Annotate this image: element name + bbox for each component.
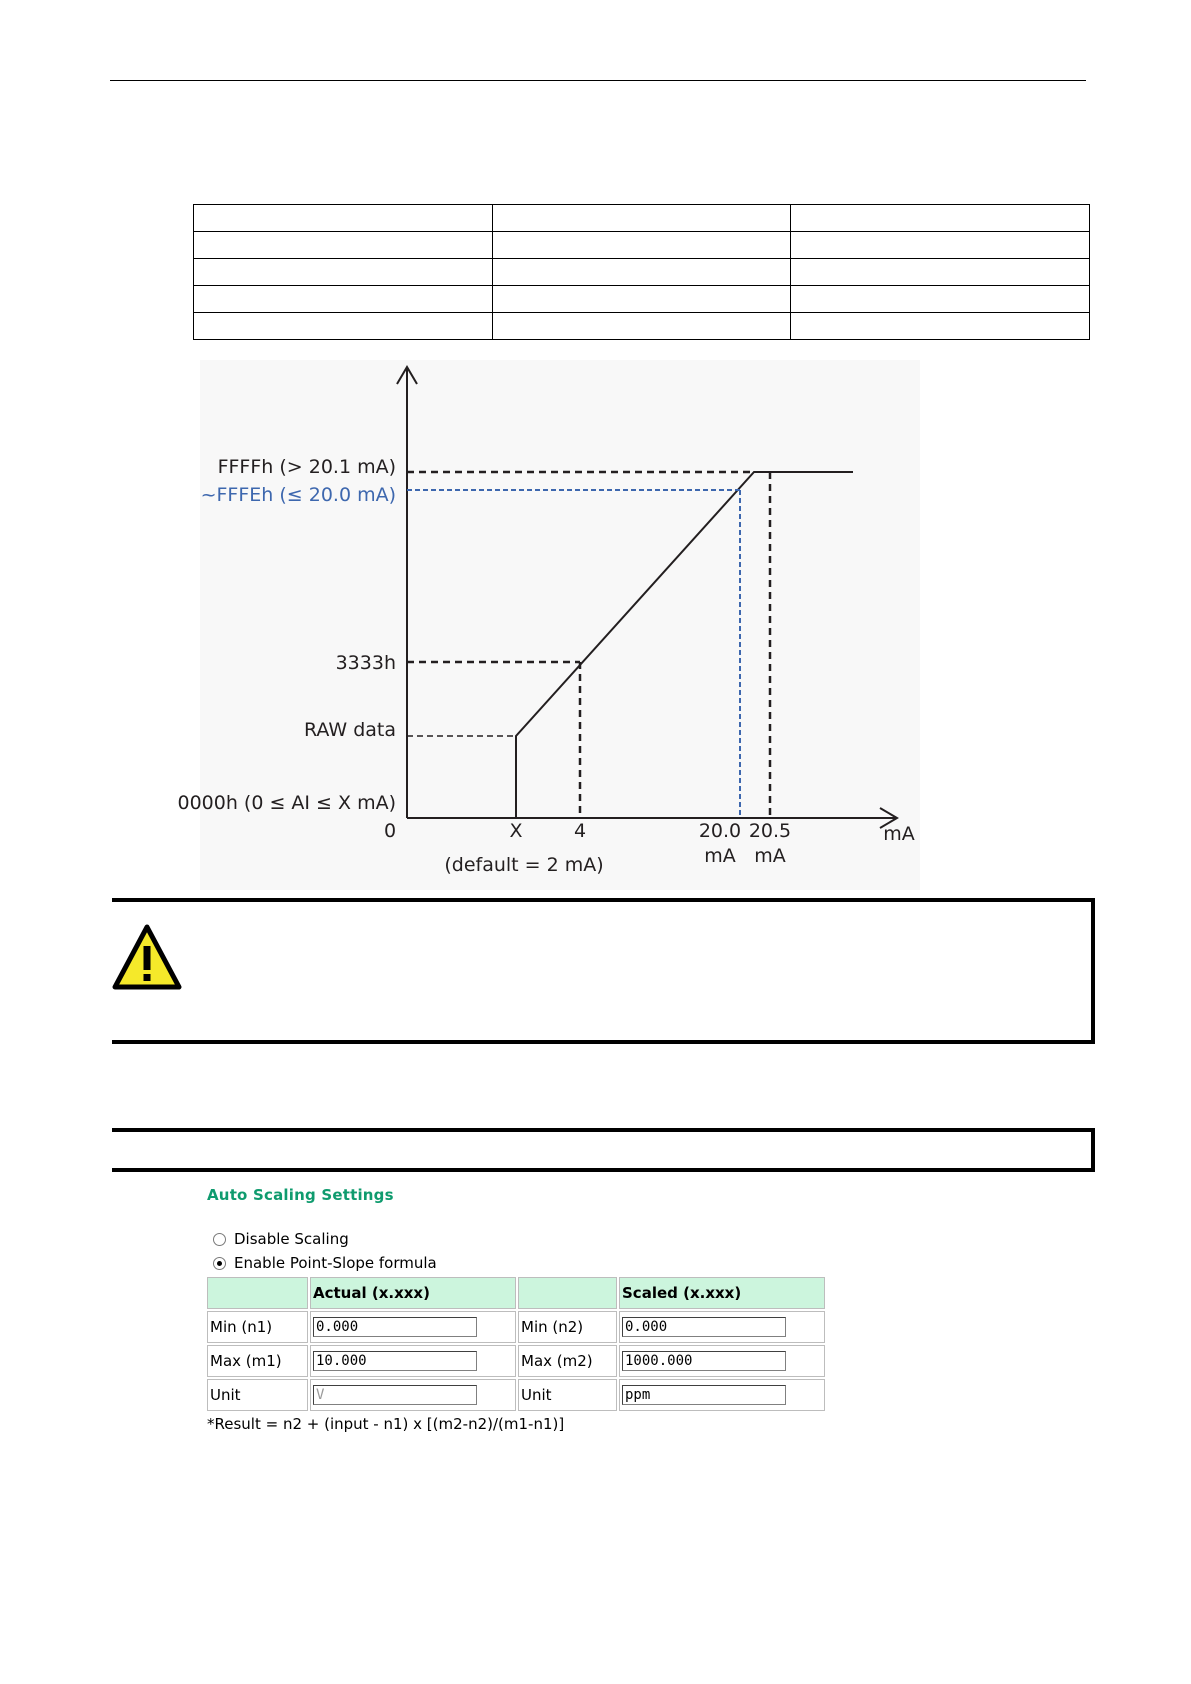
x-label-origin: 0: [383, 820, 397, 842]
x-axis-unit-label: mA: [883, 823, 915, 845]
max-m2-label: Max (m2): [518, 1345, 617, 1377]
min-n2-label: Min (n2): [518, 1311, 617, 1343]
result-formula: *Result = n2 + (input - n1) x [(m2-n2)/(m1-n1)]: [207, 1415, 565, 1433]
disable-scaling-option[interactable]: [207, 1227, 827, 1251]
x-label-4: 4: [573, 820, 587, 842]
x-label-20-0-unit: mA: [704, 845, 736, 867]
max-m1-input[interactable]: [313, 1351, 477, 1371]
min-n1-input[interactable]: [313, 1317, 477, 1337]
min-n1-label: Min (n1): [207, 1311, 308, 1343]
table-row: [194, 313, 1090, 340]
actual-unit-input[interactable]: [313, 1385, 477, 1405]
current-mapping-diagram: [177, 360, 920, 890]
point-slope-option[interactable]: [207, 1251, 827, 1275]
table-row: [207, 1379, 825, 1411]
note-bar: [112, 1128, 1095, 1172]
y-label-fffe: ~FFFEh (≤ 20.0 mA): [200, 484, 396, 506]
disable-scaling-label: Disable Scaling: [234, 1230, 349, 1248]
warning-box: [112, 898, 1095, 1044]
auto-scaling-panel: [207, 1186, 827, 1433]
header-rule: [110, 80, 1086, 81]
table-row: [207, 1345, 825, 1377]
scaling-table: [205, 1275, 827, 1413]
warning-triangle-icon: [112, 924, 182, 990]
y-label-raw-data: RAW data: [303, 719, 396, 741]
point-slope-label: Enable Point-Slope formula: [234, 1254, 437, 1272]
min-n2-input[interactable]: [622, 1317, 786, 1337]
default-note: (default = 2 mA): [444, 854, 604, 876]
x-label-20-5-unit: mA: [754, 845, 786, 867]
table-row: [207, 1311, 825, 1343]
mapping-diagram-svg: [177, 360, 920, 890]
disable-scaling-radio[interactable]: [213, 1233, 226, 1246]
x-label-20-5: 20.5: [748, 820, 792, 842]
max-m2-input[interactable]: [622, 1351, 786, 1371]
x-label-20-0: 20.0: [698, 820, 742, 842]
actual-unit-label: Unit: [207, 1379, 308, 1411]
scaled-header: Scaled (x.xxx): [619, 1277, 825, 1309]
y-label-0000h: 0000h (0 ≤ AI ≤ X mA): [177, 792, 396, 814]
table-row: [194, 286, 1090, 313]
scaling-header-row: [207, 1277, 825, 1309]
table-row: [194, 259, 1090, 286]
range-table: [193, 204, 1090, 340]
scaled-unit-label: Unit: [518, 1379, 617, 1411]
x-label-x: X: [509, 820, 523, 842]
table-row: [194, 205, 1090, 232]
mapping-curve: [516, 472, 853, 818]
y-label-3333h: 3333h: [335, 652, 396, 674]
table-row: [194, 232, 1090, 259]
scaled-unit-input[interactable]: [622, 1385, 786, 1405]
auto-scaling-heading: Auto Scaling Settings: [207, 1186, 394, 1204]
actual-header: Actual (x.xxx): [310, 1277, 516, 1309]
y-label-ffff: FFFFh (> 20.1 mA): [217, 456, 396, 478]
max-m1-label: Max (m1): [207, 1345, 308, 1377]
point-slope-radio[interactable]: [213, 1257, 226, 1270]
